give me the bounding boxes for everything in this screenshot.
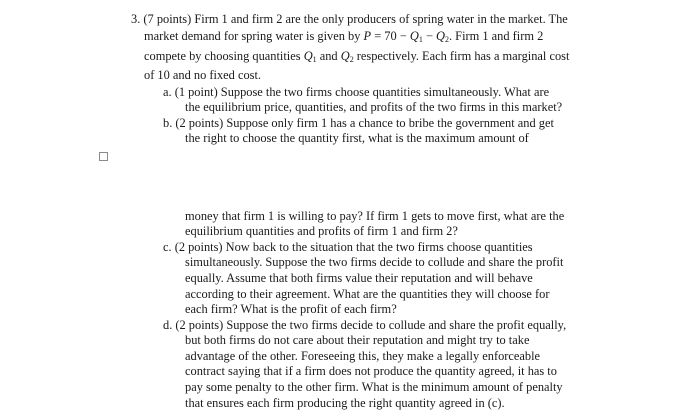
quantity-symbol-1: Q bbox=[409, 29, 419, 43]
question-points: (7 points) bbox=[143, 12, 192, 26]
checkbox[interactable] bbox=[99, 152, 108, 161]
part-b-line-3: money that firm 1 is willing to pay? If firm 1 gets to move first, what are the bbox=[185, 209, 565, 223]
stem-text: and bbox=[316, 49, 341, 63]
question-stem-line-2 bbox=[144, 28, 543, 44]
part-d-line-2: but both firms do not care about their reputation and might try to take bbox=[185, 333, 530, 347]
subscript-2: 2 bbox=[444, 35, 449, 44]
question-stem-line-4 bbox=[144, 67, 261, 83]
part-d-line-1: d. (2 points) Suppose the two firms decide to collude and share the profit equally, bbox=[163, 318, 567, 332]
equation-minus: − bbox=[422, 29, 437, 43]
stem-text: market demand for spring water is given by bbox=[144, 29, 361, 43]
part-d-line-3: advantage of the other. Foreseeing this, they make a legally enforceable bbox=[185, 349, 541, 363]
demand-equation bbox=[364, 29, 449, 43]
equation-constant: = 70 − bbox=[371, 29, 410, 43]
part-b-line-4: equilibrium quantities and profits of firm 1 and firm 2? bbox=[185, 224, 458, 238]
question-stem-line-3 bbox=[144, 48, 569, 64]
quantity-q2 bbox=[341, 49, 354, 63]
q1-subscript: 1 bbox=[312, 55, 317, 64]
part-a-line-2: the equilibrium price, quantities, and profits of the two firms in this market? bbox=[185, 100, 563, 114]
question-number: 3. bbox=[131, 12, 141, 26]
part-d-line-4: contract saying that if a firm does not produce the quantity agreed, it has to bbox=[185, 364, 557, 378]
part-d-line-6: that ensures each firm producing the right quantity agreed in (c). bbox=[185, 396, 505, 410]
part-c-line-1: c. (2 points) Now back to the situation that the two firms choose quantities bbox=[163, 240, 533, 254]
part-b-line-2: the right to choose the quantity first, what is the maximum amount of bbox=[185, 131, 529, 145]
part-a-line-1: a. (1 point) Suppose the two firms choose quantities simultaneously. What are bbox=[163, 85, 550, 99]
part-d-line-5: pay some penalty to the other firm. What is the minimum amount of penalty bbox=[185, 380, 563, 394]
part-b-line-1: b. (2 points) Suppose only firm 1 has a chance to bribe the government and get bbox=[163, 116, 554, 130]
part-c-line-5: each firm? What is the profit of each firm? bbox=[185, 302, 397, 316]
question-stem-text: Firm 1 and firm 2 are the only producers of spring water in the market. The bbox=[194, 12, 568, 26]
question-stem-line-1 bbox=[131, 11, 568, 27]
stem-text: compete by choosing quantities bbox=[144, 49, 301, 63]
q2-symbol: Q bbox=[340, 49, 350, 63]
stem-text: respectively. Each firm has a marginal cost bbox=[353, 49, 570, 63]
price-symbol: P bbox=[363, 29, 372, 43]
part-c-line-3: equally. Assume that both firms value their reputation and will behave bbox=[185, 271, 533, 285]
q2-subscript: 2 bbox=[349, 55, 354, 64]
part-c-line-2: simultaneously. Suppose the two firms decide to collude and share the profit bbox=[185, 255, 564, 269]
quantity-q1 bbox=[304, 49, 317, 63]
part-c-line-4: according to their agreement. What are the quantities they will choose for bbox=[185, 287, 550, 301]
q1-symbol: Q bbox=[303, 49, 313, 63]
stem-text: . Firm 1 and firm 2 bbox=[448, 29, 544, 43]
quantity-symbol-2: Q bbox=[436, 29, 445, 43]
subscript-1: 1 bbox=[418, 35, 423, 44]
stem-text: of 10 and no fixed cost. bbox=[144, 68, 261, 82]
